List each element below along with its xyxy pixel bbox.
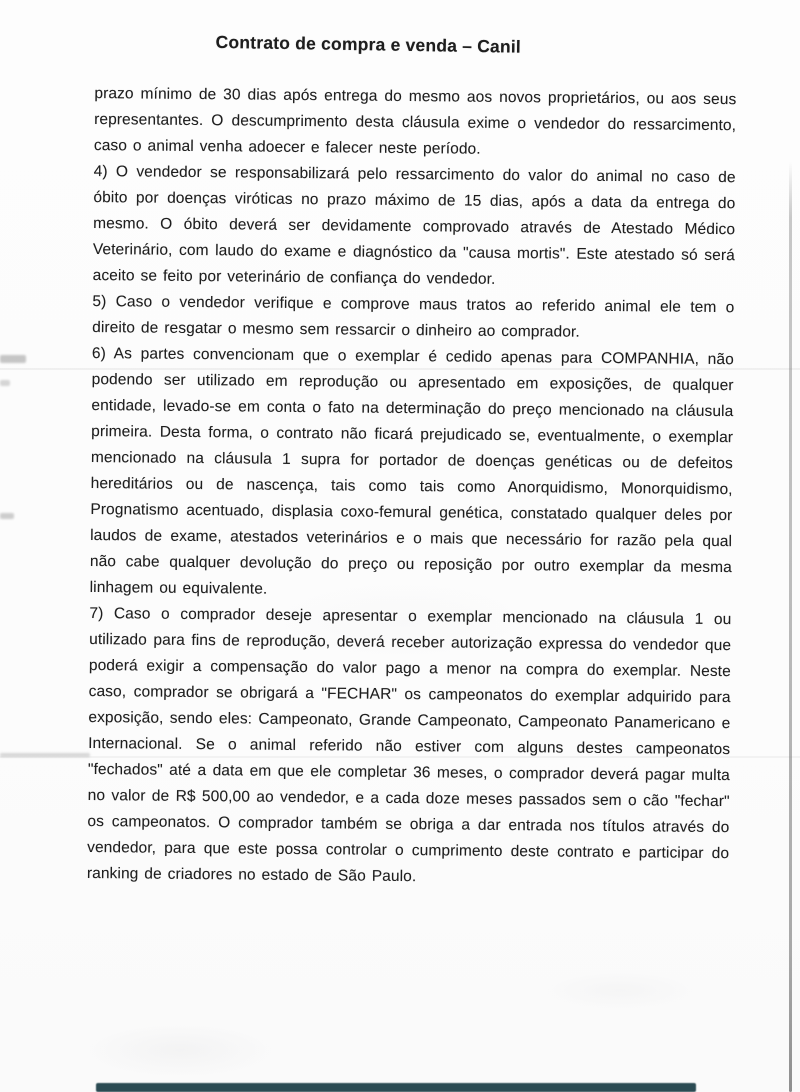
scan-fold-line-lower	[0, 756, 800, 758]
scan-smudge-left-3	[0, 513, 14, 519]
scan-fold-line-upper	[0, 368, 800, 370]
scan-smudge-left-2	[0, 380, 10, 386]
paragraph-clause-7: 7) Caso o comprador deseje apresentar o exemplar mencionado na cláusula 1 ou utilizado para fins de reprodução, deverá receber autorização expressa do vendedor que poderá exigir a compensação do valor pago a menor na compra do exemplar. Neste caso, comprador se obrigará a "FECHAR" os campeonatos do exemplar adquirido para exposição, sendo eles: Campeonato, Grande Campeonato, Campeonato Panamericano e Internacional. Se o animal referido não estiver com alguns destes campeonatos "fechados" até a data em que ele completar 36 meses, o comprador deverá pagar multa no valor de R$ 500,00 ao vendedor, e a cada doze meses passados sem o cão "fechar" os campeonatos. O comprador também se obriga a dar entrada nos títulos através do vendedor, para que este possa controlar o cumprimento deste contrato e participar do ranking de criadores no estado de São Paulo.	[86, 604, 732, 886]
scan-smudge-left-4	[0, 753, 90, 757]
paragraph-clause-4: 4) O vendedor se responsabilizará pelo ressarcimento do valor do animal no caso de óbito por doenças viróticas no prazo máximo de 15 dias, após a data da entrega do mesmo. O óbito deverá ser devidamente comprovado através de Atestado Médico Veterinário, com laudo do exame e diagnóstico da "causa mortis". Este atestado só será aceito se feito por veterinário de confiança do vendedor.	[92, 162, 736, 288]
paragraph-clause-6: 6) As partes convencionam que o exemplar é cedido apenas para COMPANHIA, não podendo ser utilizado em reprodução ou apresentado em exposições, de qualquer entidade, levado-se em conta o fato na determinação do preço mencionado na cláusula primeira. Desta forma, o contrato não ficará prejudicado se, eventualmente, o exemplar mencionado na cláusula 1 supra for portador de doenças genéticas ou de defeitos hereditários ou de nascença, tais como tais como Anorquidismo, Monorquidismo, Prognatismo acentuado, displasia coxo-femural genética, constatado qualquer deles por laudos de exame, atestados veterinários e o mais que necessário for razão pela qual não cabe qualquer devolução do preço ou reposição por outro exemplar da mesma linhagem ou equivalente.	[89, 344, 734, 598]
paragraph-clause-5: 5) Caso o vendedor verifique e comprove maus tratos ao referido animal ele tem o direito de resgatar o mesmo sem ressarcir o dinheiro ao comprador.	[92, 292, 735, 341]
contract-body	[87, 81, 737, 893]
document-content	[87, 30, 737, 893]
document-title: Contrato de compra e venda – Canil	[215, 31, 522, 57]
scanner-bar-artifact	[96, 1083, 696, 1092]
scan-smudge-left-1	[0, 355, 26, 363]
scan-edge-line-right	[789, 162, 792, 1092]
paragraph-continuation: prazo mínimo de 30 dias após entrega do mesmo aos novos proprietários, ou aos seus representantes. O descumprimento desta cláusula exime o vendedor do ressarcimento, caso o animal venha adoecer e falecer neste período.	[93, 84, 737, 158]
